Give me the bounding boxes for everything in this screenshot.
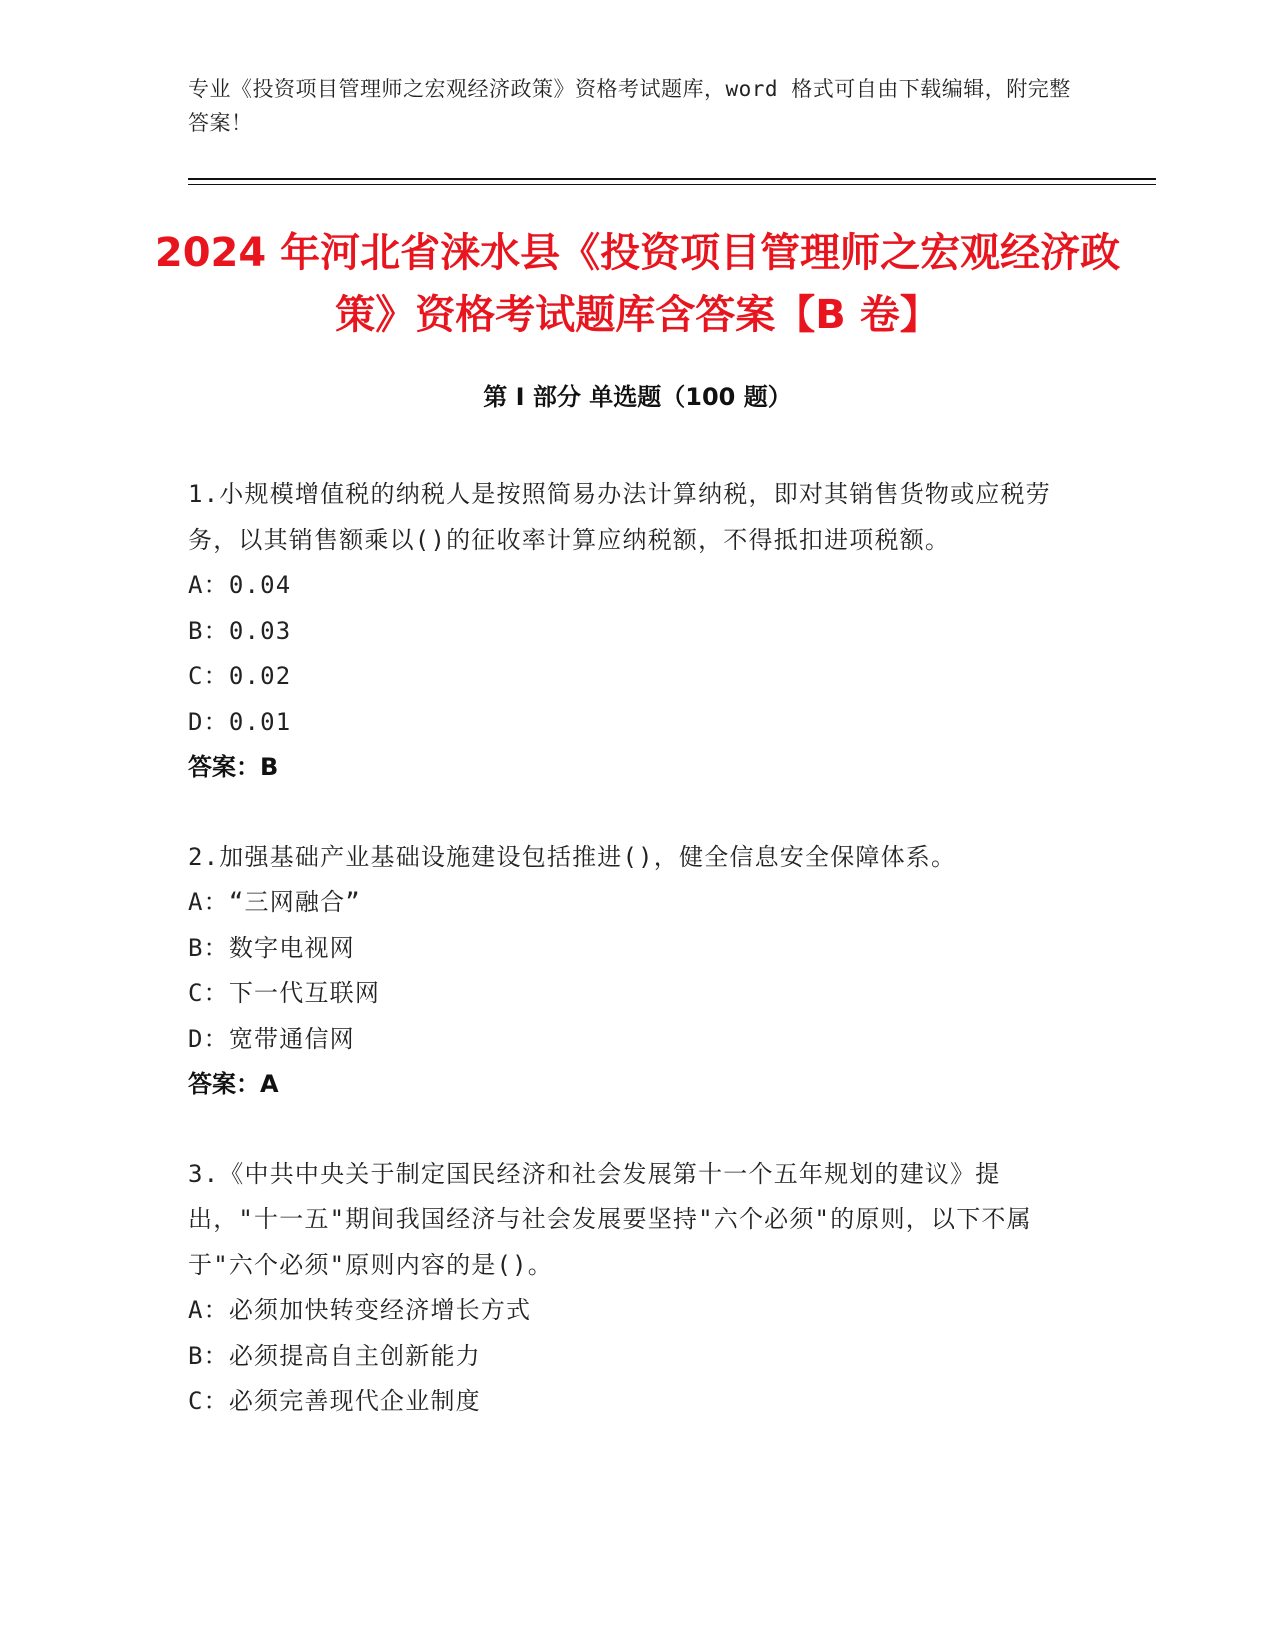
option-c: C：必须完善现代企业制度 [188,1387,481,1415]
question-1 [188,472,1068,791]
question-text: 1.小规模增值税的纳税人是按照简易办法计算纳税，即对其销售货物或应税劳务，以其销售额乘以()的征收率计算应纳税额，不得抵扣进项税额。 [188,480,1051,554]
question-2 [188,835,1068,1108]
question-3 [188,1152,1068,1425]
section-heading: 第 I 部分 单选题（100 题） [483,383,792,411]
question-list [188,472,1068,1469]
option-c: C：0.02 [188,662,292,690]
header-note: 专业《投资项目管理师之宏观经济政策》资格考试题库，word 格式可自由下载编辑，附完整答案！ [188,77,1071,135]
header-divider-thick [188,178,1156,180]
option-d: D：0.01 [188,707,292,736]
option-a: A：0.04 [188,571,292,599]
question-text: 3.《中共中央关于制定国民经济和社会发展第十一个五年规划的建议》提出，"十一五"期间我国经济与社会发展要坚持"六个必须"的原则，以下不属于"六个必须"原则内容的是()。 [188,1159,1032,1279]
answer-line: 答案：B [188,753,279,781]
question-text: 2.加强基础产业基础设施建设包括推进()，健全信息安全保障体系。 [188,842,957,871]
header-divider-thin [188,184,1156,185]
option-a: A：必须加快转变经济增长方式 [188,1296,532,1324]
option-b: B：数字电视网 [188,933,355,962]
answer-line: 答案：A [188,1070,279,1098]
option-b: B：0.03 [188,616,292,645]
option-d: D：宽带通信网 [188,1024,355,1053]
option-a: A：“三网融合” [188,888,361,916]
option-b: B：必须提高自主创新能力 [188,1341,481,1370]
document-title: 2024 年河北省涞水县《投资项目管理师之宏观经济政策》资格考试题库含答案【B 卷】 [154,230,1121,338]
option-c: C：下一代互联网 [188,979,381,1007]
